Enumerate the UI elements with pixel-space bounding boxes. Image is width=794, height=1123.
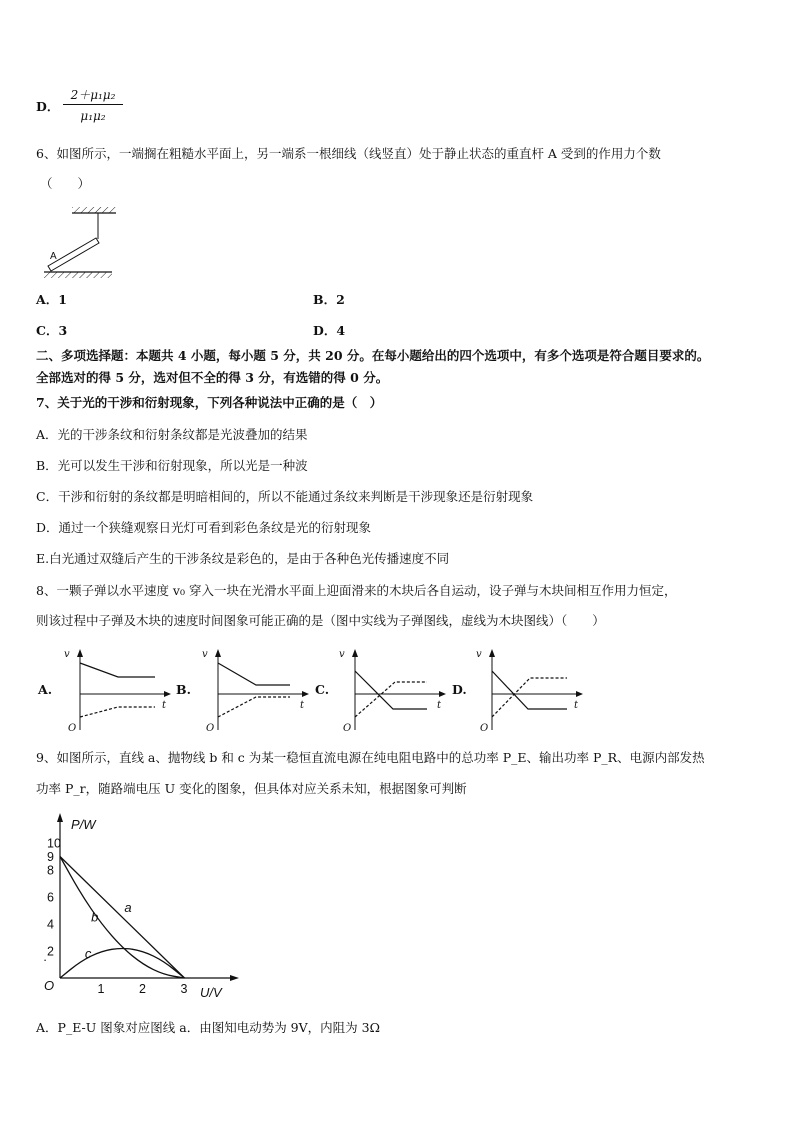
ceiling-hatch <box>72 207 116 213</box>
q9-stem-line2: 功率 P_r，随路端电压 U 变化的图象，但具体对应关系未知，根据图象可判断 <box>36 781 467 796</box>
y-axis-label: P/W <box>71 817 96 832</box>
ground-hatch <box>44 272 112 278</box>
block-line <box>218 697 290 717</box>
y-tick-label: 2 <box>47 944 54 959</box>
section2-heading-line1: 二、多项选择题：本题共 4 小题，每小题 5 分，共 20 分。在每小题给出的四个选项中，有多个选项是符合题目要求的。 <box>36 348 710 363</box>
v-axis-label: v <box>476 649 482 660</box>
y-tick-label: 8 <box>47 863 54 878</box>
t-axis-arrow <box>164 691 171 697</box>
y-tick-label: 6 <box>47 890 54 905</box>
t-axis-arrow <box>302 691 309 697</box>
v-axis-label: v <box>339 649 345 660</box>
v-axis-label: v <box>64 649 70 660</box>
x-tick-label: 2 <box>139 982 146 996</box>
origin-label: O <box>44 978 55 993</box>
q9-option-a: A．P_E-U 图象对应图线 a．由图知电动势为 9V，内阻为 3Ω <box>36 1020 380 1035</box>
section2-heading-line2: 全部选对的得 5 分，选对但不全的得 3 分，有选错的得 0 分。 <box>36 370 389 385</box>
block-line <box>80 707 155 717</box>
small-dot: · <box>43 953 48 967</box>
q5-option-d-letter: D． <box>36 99 60 114</box>
t-axis-arrow <box>439 691 446 697</box>
series-c-label: c <box>84 945 92 961</box>
bullet-line <box>218 663 290 685</box>
rod-label: A <box>50 251 57 262</box>
q8-graph-d <box>472 645 582 735</box>
q7-option-a: A．光的干涉条纹和衍射条纹都是光波叠加的结果 <box>36 427 308 442</box>
q8-option-d-letter: D. <box>452 682 467 697</box>
q7-option-b: B．光可以发生干涉和衍射现象，所以光是一种波 <box>36 458 308 473</box>
q6-answer-blank: （ ） <box>40 176 91 191</box>
t-axis-label: t <box>574 700 579 711</box>
t-axis-label: t <box>300 700 305 711</box>
q7-option-d: D．通过一个狭缝观察日光灯可看到彩色条纹是光的衍射现象 <box>36 520 372 535</box>
v-axis-label: v <box>202 649 208 660</box>
t-axis-arrow <box>576 691 583 697</box>
block-line <box>492 678 567 717</box>
q6-option-b: B．2 <box>313 292 345 307</box>
q6-stem: 6、如图所示，一端搁在粗糙水平面上，另一端系一根细线（线竖直）处于静止状态的重直杆 A 受到的作用力个数 <box>36 146 661 161</box>
y-tick-label: 10 <box>47 836 61 851</box>
v-axis-arrow <box>77 649 83 657</box>
q9-stem-line1: 9、如图所示，直线 a、抛物线 b 和 c 为某一稳恒直流电源在纯电阻电路中的总功率 P_E、输出功率 P_R、电源内部发热 <box>36 750 705 765</box>
series-c-curve <box>60 945 185 978</box>
fraction-bar <box>63 104 123 105</box>
q6-rod-figure <box>40 204 120 284</box>
x-tick-label: 3 <box>180 982 188 996</box>
origin-label: O <box>68 723 77 734</box>
y-axis-arrow <box>57 813 63 822</box>
origin-label: O <box>206 723 215 734</box>
x-axis-arrow <box>230 975 239 981</box>
q8-stem-line2: 则该过程中子弹及木块的速度时间图象可能正确的是（图中实线为子弹图线，虚线为木块图线）（ ） <box>36 613 605 628</box>
series-a-label: a <box>124 899 132 915</box>
q5-option-d-numerator: 2＋μ₁μ₂ <box>70 88 116 102</box>
q6-option-c: C．3 <box>36 323 68 338</box>
q8-graph-a <box>60 645 170 735</box>
q9-power-chart <box>38 812 248 1002</box>
q8-graph-b <box>198 645 308 735</box>
origin-label: O <box>343 723 352 734</box>
y-tick-label: 4 <box>47 917 54 932</box>
q7-option-e: E.白光通过双缝后产生的干涉条纹是彩色的，是由于各种色光传播速度不同 <box>36 551 450 566</box>
q7-stem: 7、关于光的干涉和衍射现象，下列各种说法中正确的是（ ） <box>36 395 383 410</box>
q6-option-d: D．4 <box>313 323 346 338</box>
bullet-line <box>355 671 427 709</box>
v-axis-arrow <box>352 649 358 657</box>
block-line <box>355 682 427 717</box>
q8-stem-line1: 8、一颗子弹以水平速度 v₀ 穿入一块在光滑水平面上迎面滑来的木块后各自运动，设子弹与木块间相互作用力恒定， <box>36 583 677 598</box>
q6-option-a: A．1 <box>36 292 67 307</box>
q8-graph-c <box>335 645 445 735</box>
x-axis-label: U/V <box>200 985 222 1000</box>
bullet-line <box>80 663 155 677</box>
series-b-label: b <box>91 909 99 925</box>
v-axis-arrow <box>489 649 495 657</box>
t-axis-label: t <box>162 700 167 711</box>
origin-label: O <box>480 723 489 734</box>
y-tick-label: 9 <box>47 850 54 864</box>
t-axis-label: t <box>437 700 442 711</box>
q8-option-c-letter: C. <box>315 682 330 697</box>
bullet-line <box>492 671 567 709</box>
series-a-curve <box>60 857 185 979</box>
v-axis-arrow <box>215 649 221 657</box>
q8-option-b-letter: B. <box>176 682 191 697</box>
q7-option-c: C．干涉和衍射的条纹都是明暗相间的，所以不能通过条纹来判断是干涉现象还是衍射现象 <box>36 489 534 504</box>
q5-option-d-denominator: μ₁μ₂ <box>80 109 106 123</box>
x-tick-label: 1 <box>97 982 105 996</box>
q8-option-a-letter: A. <box>38 682 53 697</box>
